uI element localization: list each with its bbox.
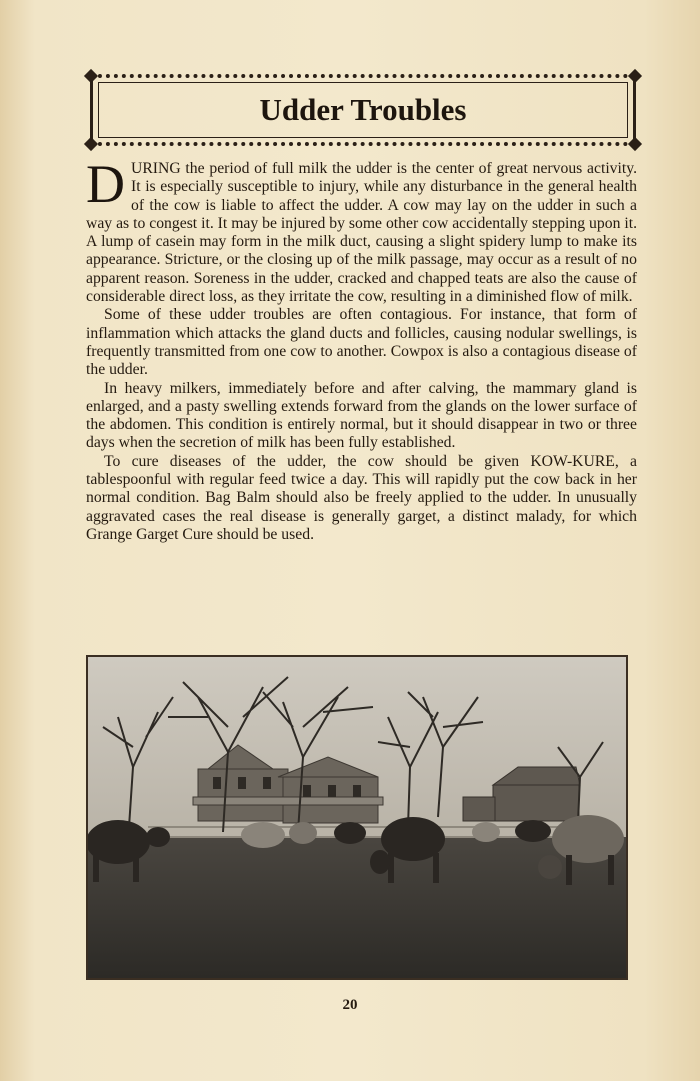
- frame-corner-ornament: [628, 69, 642, 83]
- paragraph-1-text: URING the period of full milk the udder is the center of great nervous activity. It is especially susceptible to injury, while any disturbance in the general health of the cow is liable to affect the udder. A cow may lay on the udder in such a way as to congest it. It may be injured by some other cow accidentally stepping upon it. A lump of casein may form in the milk duct, causing a slight spidery lump to make its appearance. Stricture, or the closing up of the milk passage, may occur as a result of no apparent reason. Soreness in the udder, cracked and chapped teats are also the cause of considerable direct loss, as they irritate the cow, resulting in a diminished flow of milk.: [86, 160, 637, 306]
- farm-photo: [86, 655, 628, 980]
- frame-corner-ornament: [628, 137, 642, 151]
- farm-photo-illustration: [88, 657, 626, 978]
- paragraph-1: [86, 154, 637, 306]
- page-number: 20: [342, 997, 358, 1013]
- frame-corner-ornament: [84, 69, 98, 83]
- paragraph-4: To cure diseases of the udder, the cow should be given KOW-KURE, a tablespoonful with regular feed twice a day. This will rapidly put the cow back in her normal condition. Bag Balm should also be freely applied to the udder. In unusually aggravated cases the real disease is generally garget, a distinct malady, for which Grange Garget Cure should be used.: [86, 452, 637, 543]
- body-text: [86, 154, 637, 544]
- paragraph-3: In heavy milkers, immediately before and after calving, the mammary gland is enlarged, and a pasty swelling extends forward from the glands on the lower surface of the abdomen. This condition is entirely normal, but it should disappear in two or three days when the secretion of milk has been fully established.: [86, 379, 637, 452]
- page-title: Udder Troubles: [259, 92, 467, 127]
- title-frame: [90, 74, 636, 146]
- paragraph-2: Some of these udder troubles are often contagious. For instance, that form of inflammation which attacks the gland ducts and follicles, causing nodular swellings, is frequently transmitted from one cow to another. Cowpox is also a contagious disease of the udder.: [86, 306, 637, 379]
- drop-cap: D: [86, 154, 125, 214]
- frame-corner-ornament: [84, 137, 98, 151]
